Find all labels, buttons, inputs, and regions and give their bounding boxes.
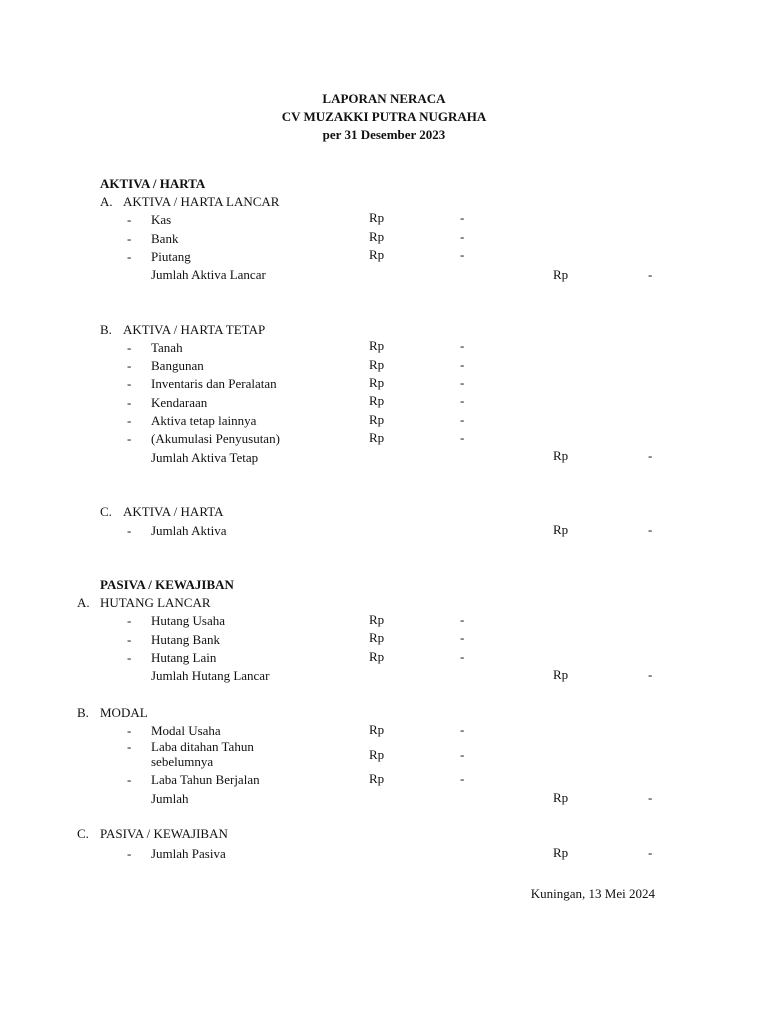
amount-value: - — [648, 448, 653, 463]
currency-label: Rp — [553, 667, 569, 682]
currency-label: Rp — [553, 522, 569, 537]
amount-value: - — [648, 667, 653, 682]
amount-value: - — [460, 430, 465, 445]
amount-value: - — [460, 375, 465, 390]
currency-label: Rp — [553, 845, 569, 860]
amount-value: - — [460, 247, 465, 262]
subtotal-label: Jumlah Hutang Lancar — [151, 668, 270, 683]
section-title-aktiva-lancar: AKTIVA / HARTA LANCAR — [123, 194, 280, 209]
company-name: CV MUZAKKI PUTRA NUGRAHA — [281, 109, 487, 124]
aktiva-heading: AKTIVA / HARTA — [100, 176, 206, 191]
amount-value: - — [460, 357, 465, 372]
subtotal-label: Jumlah Aktiva Lancar — [151, 267, 266, 282]
item-label: Kendaraan — [151, 395, 208, 410]
currency-label: Rp — [369, 649, 385, 664]
currency-label: Rp — [553, 448, 569, 463]
bullet: - — [127, 723, 132, 738]
amount-value: - — [648, 267, 653, 282]
report-title: LAPORAN NERACA — [322, 91, 446, 106]
amount-value: - — [460, 771, 465, 786]
item-label: (Akumulasi Penyusutan) — [151, 431, 280, 446]
amount-value: - — [460, 229, 465, 244]
amount-value: - — [460, 722, 465, 737]
bullet: - — [127, 650, 132, 665]
amount-value: - — [460, 412, 465, 427]
currency-label: Rp — [369, 722, 385, 737]
amount-value: - — [648, 522, 653, 537]
currency-label: Rp — [369, 338, 385, 353]
amount-value: - — [460, 393, 465, 408]
amount-value: - — [460, 338, 465, 353]
bullet: - — [127, 376, 132, 391]
currency-label: Rp — [369, 247, 385, 262]
bullet: - — [127, 739, 132, 754]
item-label: Modal Usaha — [151, 723, 221, 738]
item-label: Inventaris dan Peralatan — [151, 376, 277, 391]
bullet: - — [127, 632, 132, 647]
bullet: - — [127, 846, 132, 861]
section-letter: A. — [100, 194, 113, 209]
bullet: - — [127, 613, 132, 628]
amount-value: - — [460, 747, 465, 762]
section-letter: C. — [100, 504, 112, 519]
amount-value: - — [460, 630, 465, 645]
item-label: Piutang — [151, 249, 191, 264]
section-title-pasiva-total: PASIVA / KEWAJIBAN — [100, 826, 228, 841]
subtotal-label: Jumlah Aktiva Tetap — [151, 450, 259, 465]
bullet: - — [127, 413, 132, 428]
section-title-aktiva-tetap: AKTIVA / HARTA TETAP — [123, 322, 266, 337]
currency-label: Rp — [369, 412, 385, 427]
section-letter: B. — [77, 705, 89, 720]
amount-value: - — [460, 649, 465, 664]
currency-label: Rp — [369, 357, 385, 372]
currency-label: Rp — [553, 267, 569, 282]
subtotal-label: Jumlah — [151, 791, 189, 806]
bullet: - — [127, 395, 132, 410]
section-title-hutang-lancar: HUTANG LANCAR — [100, 595, 211, 610]
place-date: Kuningan, 13 Mei 2024 — [530, 886, 655, 901]
currency-label: Rp — [369, 612, 385, 627]
section-title-aktiva-total: AKTIVA / HARTA — [123, 504, 224, 519]
bullet: - — [127, 358, 132, 373]
section-letter: B. — [100, 322, 112, 337]
bullet: - — [127, 340, 132, 355]
bullet: - — [127, 249, 132, 264]
pasiva-heading: PASIVA / KEWAJIBAN — [100, 577, 234, 592]
bullet: - — [127, 212, 132, 227]
item-label: Hutang Lain — [151, 650, 217, 665]
item-label: Hutang Usaha — [151, 613, 226, 628]
bullet: - — [127, 523, 132, 538]
item-label: Aktiva tetap lainnya — [151, 413, 257, 428]
currency-label: Rp — [553, 790, 569, 805]
currency-label: Rp — [369, 375, 385, 390]
item-label: Hutang Bank — [151, 632, 220, 647]
bullet: - — [127, 772, 132, 787]
section-title-modal: MODAL — [100, 705, 148, 720]
currency-label: Rp — [369, 210, 385, 225]
currency-label: Rp — [369, 393, 385, 408]
currency-label: Rp — [369, 229, 385, 244]
item-label: Bangunan — [151, 358, 204, 373]
total-label: Jumlah Pasiva — [151, 846, 226, 861]
currency-label: Rp — [369, 747, 385, 762]
currency-label: Rp — [369, 771, 385, 786]
currency-label: Rp — [369, 430, 385, 445]
amount-value: - — [648, 845, 653, 860]
item-label: Bank — [151, 231, 179, 246]
amount-value: - — [460, 210, 465, 225]
currency-label: Rp — [369, 630, 385, 645]
item-label: Laba ditahan Tahun — [151, 739, 254, 754]
bullet: - — [127, 431, 132, 446]
item-label-continuation: sebelumnya — [151, 754, 214, 769]
item-label: Kas — [151, 212, 172, 227]
total-label: Jumlah Aktiva — [151, 523, 227, 538]
amount-value: - — [460, 612, 465, 627]
amount-value: - — [648, 790, 653, 805]
item-label: Tanah — [151, 340, 183, 355]
section-letter: A. — [77, 595, 90, 610]
section-letter: C. — [77, 826, 89, 841]
bullet: - — [127, 231, 132, 246]
report-period: per 31 Desember 2023 — [322, 127, 446, 142]
item-label: Laba Tahun Berjalan — [151, 772, 260, 787]
